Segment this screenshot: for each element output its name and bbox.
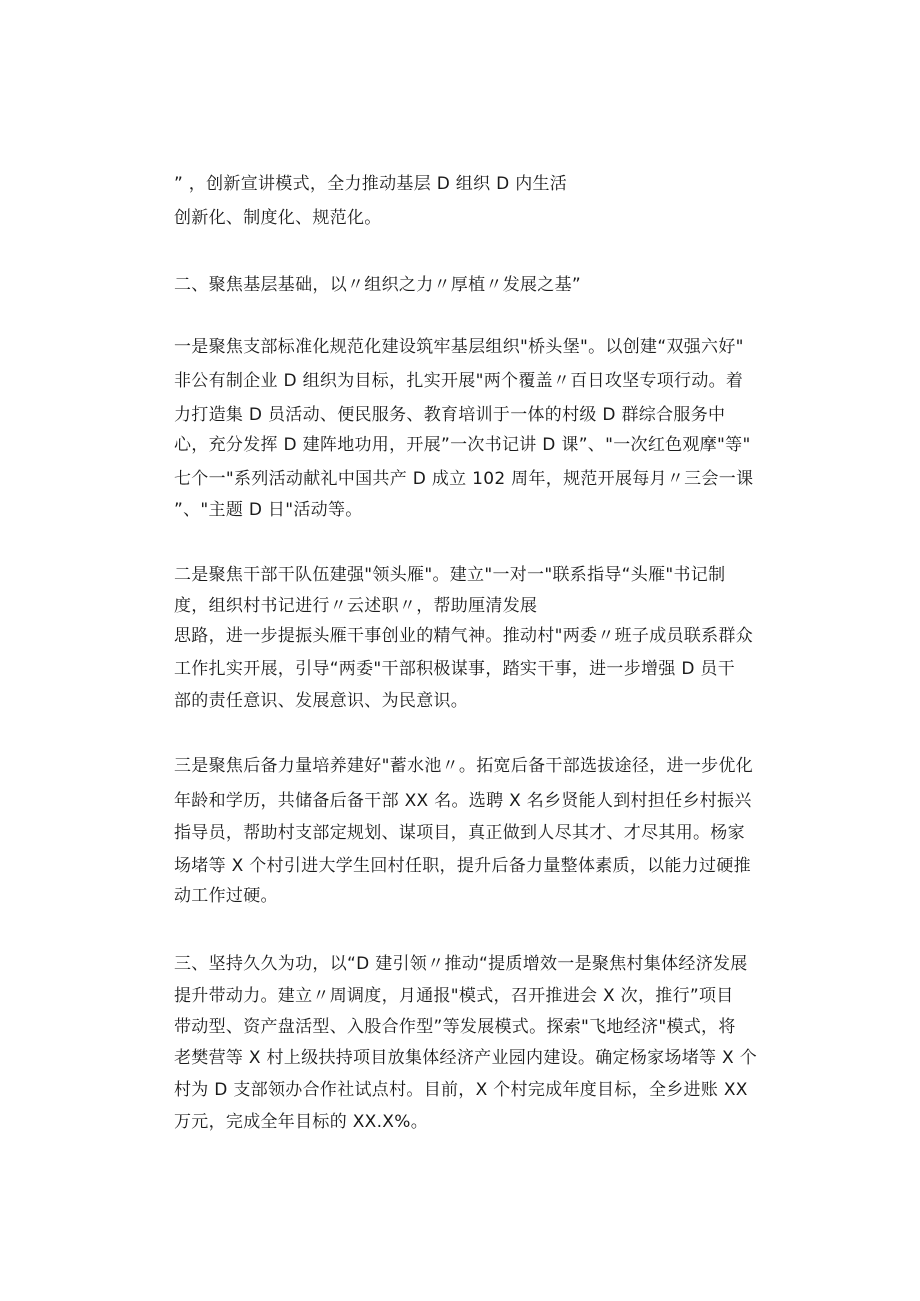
paragraph-line: 提升带动力。建立〃周调度，月通报"模式，召开推进会 X 次，推行”项目 — [174, 986, 734, 1006]
intro-line: ” ，创新宣讲模式，全力推动基层 D 组织 D 内生活 — [174, 174, 568, 194]
paragraph-line: ”、"主题 D 日"活动等。 — [174, 500, 363, 520]
paragraph-line: 心，充分发挥 D 建阵地功用，开展”一次书记讲 D 课”、"一次红色观摩"等" — [174, 435, 751, 455]
paragraph-line: 指导员，帮助村支部定规划、谋项目，真正做到人尽其才、才尽其用。杨家 — [174, 823, 745, 843]
paragraph-line: 思路，进一步提振头雁干事创业的精气神。推动村"两委〃班子成员联系群众 — [174, 626, 754, 646]
paragraph-line: 年龄和学历，共储备后备干部 XX 名。选聘 X 名乡贤能人到村担任乡村振兴 — [174, 791, 752, 811]
paragraph-line: 万元，完成全年目标的 XX.X%。 — [174, 1112, 428, 1132]
paragraph-line: 带动型、资产盘活型、入股合作型”等发展模式。探索"飞地经济"模式，将 — [174, 1017, 736, 1037]
paragraph-line: 部的责任意识、发展意识、为民意识。 — [174, 691, 469, 711]
intro-line: 创新化、制度化、规范化。 — [174, 208, 382, 228]
paragraph-line: 三是聚焦后备力量培养建好"蓄水池〃。拓宽后备干部选拔途径，进一步优化 — [174, 756, 754, 776]
paragraph-line: 村为 D 支部领办合作社试点村。目前，X 个村完成年度目标，全乡进账 XX — [174, 1080, 748, 1100]
paragraph-line: 一是聚焦支部标准化规范化建设筑牢基层组织"桥头堡"。以创建“双强六好" — [174, 337, 744, 357]
paragraph-line: 场堵等 X 个村引进大学生回村任职，提升后备力量整体素质，以能力过硬推 — [174, 856, 751, 876]
paragraph-line: 二是聚焦干部干队伍建强"领头雁"。建立"一对一"联系指导“头雁"书记制 — [174, 565, 726, 585]
paragraph-line: 七个一"系列活动献礼中国共产 D 成立 102 周年，规范开展每月〃三会一课 — [174, 469, 754, 489]
paragraph-line: 工作扎实开展，引导“两委"干部积极谋事，踏实干事，进一步增强 D 员干 — [174, 659, 736, 679]
paragraph-line: 非公有制企业 D 组织为目标，扎实开展"两个覆盖〃百日攻坚专项行动。着 — [174, 371, 744, 391]
paragraph-line: 三、坚持久久为功，以“D 建引领〃推动“提质增效一是聚焦村集体经济发展 — [174, 954, 748, 974]
paragraph-line: 动工作过硬。 — [174, 886, 278, 906]
paragraph-line: 老樊营等 X 村上级扶持项目放集体经济产业园内建设。确定杨家场堵等 X 个 — [174, 1048, 758, 1068]
section-heading: 二、聚焦基层基础，以〃组织之力〃厚植〃发展之基” — [174, 275, 582, 295]
paragraph-line: 力打造集 D 员活动、便民服务、教育培训于一体的村级 D 群综合服务中 — [174, 405, 726, 425]
paragraph-line: 度，组织村书记进行〃云述职〃，帮助厘清发展 — [174, 596, 538, 616]
